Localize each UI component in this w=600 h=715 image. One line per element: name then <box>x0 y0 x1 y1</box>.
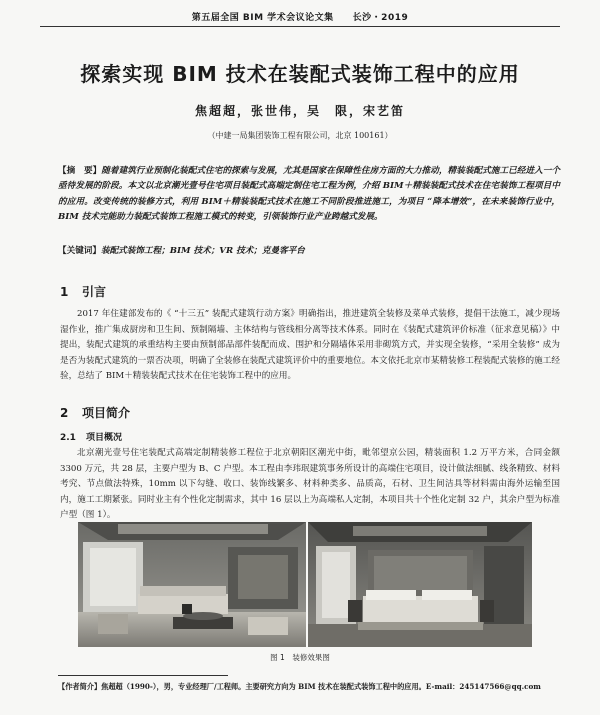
subsection-heading-overview <box>60 430 122 443</box>
section-number: 2 <box>60 406 69 420</box>
footnote-text: 焦超超（1990-），男，专业经理厂/工程师。主要研究方向为 BIM 技术在装配式装饰工程中的应用。E-mail：245147566@qq.com <box>101 682 541 691</box>
section-title: 项目简介 <box>82 406 131 420</box>
author-list: 焦超超，张世伟，吴 限，宋艺笛 <box>194 104 405 118</box>
subsection-title: 项目概况 <box>86 433 123 443</box>
abstract-text: 随着建筑行业预制化装配式住宅的探索与发展，尤其是国家在保障性住房方面的大力推动，精装装配式施工已经进入一个亟待发展的阶段。本文以北京潮光壹号住宅项目装配式高端定制住宅工程为例，介绍 BIM＋精装装配式技术在住宅装饰工程项目中的应用。改变传统的装修方式，利用 BIM＋精装装配式技术在施工不同阶段推进施工，为项目 “降本增效”，在未来装饰行业中，BIM 技术完能助力装配式装饰工程施工模式的转变，引领装饰行业产业跨越式发展。 <box>58 166 560 223</box>
section-heading-intro <box>60 283 106 300</box>
abstract <box>58 164 560 226</box>
paper-title: 探索实现 BIM 技术在装配式装饰工程中的应用 <box>80 62 520 86</box>
section-number: 1 <box>60 285 69 299</box>
intro-paragraph: 2017 年住建部发布的《 “十三五” 装配式建筑行动方案》明确指出，推进建筑全装修及菜单式装修，提倡干法施工，减少现场湿作业，推广集成厨房和卫生间、预制隔墙、主体结构与管线相分离等技术体系。同时在《装配式建筑评价标准（征求意见稿）》中提出，装配式建筑的承重结构主要由预制部品部件装配而成、围护和分隔墙体采用非砌筑方式，并实现全装修，“采用全装修” 成为是否为装配式建筑的一票否决项，明确了全装修在装配式建筑评价中的重要地位。本文依托北京市某精装修工程装配式装修的施工经验，总结了 BIM＋精装装配式技术在住宅装饰工程中的应用。 <box>60 309 560 381</box>
bedroom-render-image <box>308 522 532 647</box>
keywords-text: 装配式装饰工程；BIM 技术；VR 技术；克曼客平台 <box>100 246 305 256</box>
keywords-label: 【关键词】 <box>58 246 101 256</box>
author-footnote <box>58 681 564 693</box>
section-heading-project <box>60 404 130 421</box>
abstract-label: 【摘 要】 <box>58 166 102 176</box>
running-head: 第五届全国 BIM 学术会议论文集 长沙・2019 <box>191 13 409 23</box>
header-rule <box>40 26 560 27</box>
footnote-label: 【作者简介】 <box>58 682 102 691</box>
footnote-rule <box>58 675 228 676</box>
affiliation: （中建一局集团装饰工程有限公司，北京 100161） <box>207 131 393 140</box>
section-title: 引言 <box>82 285 107 299</box>
figure-caption: 图 1 装修效果图 <box>270 653 330 662</box>
subsection-number: 2.1 <box>60 433 76 443</box>
overview-paragraph: 北京潮光壹号住宅装配式高端定制精装修工程位于北京朝阳区潮光中街，毗邻望京公园，精装面积 1.2 万平方米，合同金额 3300 万元，共 28 层，主要户型为 B、C 户型。本工程由李玮珉建筑事务所设计的高端住宅项目，设计做法细腻、线条精致、材料考究、节点做法特殊，10mm 以下勾缝、收口、装饰线繁多、材料种类多、品质高，石材、卫生间洁具等材料需由海外运输至国内，施工工期紧张。同时业主有个性化定制需求，其中 16 层以上为高端私人定制，本项目共十个性化定制 32 户，其余户型为标准户型（图 1）。 <box>60 448 560 520</box>
living-room-render-image <box>78 522 306 647</box>
keywords <box>58 244 560 256</box>
